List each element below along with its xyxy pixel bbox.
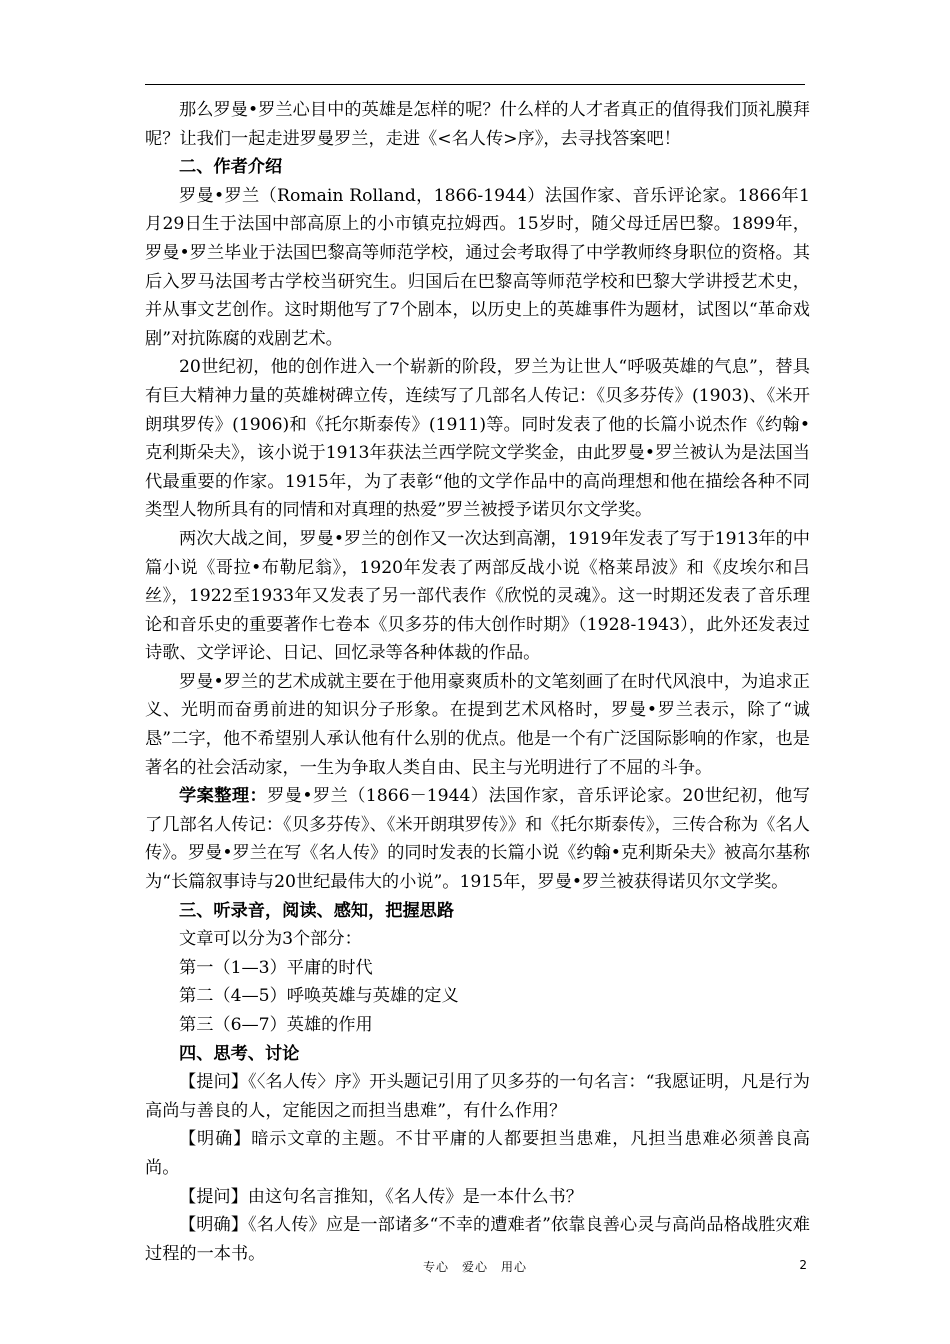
qa-answer-1: 【明确】暗示文章的主题。不甘平庸的人都要担当患难，凡担当患难必须善良高尚。 bbox=[145, 1129, 810, 1178]
qa-answer-2: 【明确】《名人传》应是一部诸多“不幸的遭难者”依靠良善心灵与高尚品格战胜灾难过程的一本书。 bbox=[145, 1215, 810, 1264]
author-paragraph-2: 20世纪初，他的创作进入一个崭新的阶段，罗兰为让世人“呼吸英雄的气息”，替具有巨大精神力量的英雄树碑立传，连续写了几部名人传记：《贝多芬传》(1903)、《米开朗琪罗传》(1906)和《托尔斯泰传》(1911)等。同时发表了他的长篇小说杰作《约翰•克利斯朵夫》，该小说于1913年获法兰西学院文学奖金，由此罗曼•罗兰被认为是法国当代最重要的作家。1915年，为了表彰“他的文学作品中的高尚理想和他在描绘各种不同类型人物所具有的同情和对真理的热爱”罗兰被授予诺贝尔文学奖。 bbox=[145, 357, 810, 521]
page-footer bbox=[0, 1258, 950, 1278]
footer-motto: 专心 爱心 用心 bbox=[422, 1260, 527, 1274]
author-paragraph-1: 罗曼•罗兰（Romain Rolland，1866-1944）法国作家、音乐评论家。1866年1月29日生于法国中部高原上的小市镇克拉姆西。15岁时，随父母迁居巴黎。1899年，罗曼•罗兰毕业于法国巴黎高等师范学校，通过会考取得了中学教师终身职位的资格。其后入罗马法国考古学校当研究生。归国后在巴黎高等师范学校和巴黎大学讲授艺术史，并从事文艺创作。这时期他写了7个剧本，以历史上的英雄事件为题材，试图以“革命戏剧”对抗陈腐的戏剧艺术。 bbox=[145, 185, 810, 349]
structure-line-0: 文章可以分为3个部分： bbox=[179, 929, 362, 950]
author-paragraph-4: 罗曼•罗兰的艺术成就主要在于他用豪爽质朴的文笔刻画了在时代风浪中，为追求正义、光明而奋勇前进的知识分子形象。在提到艺术风格时，罗曼•罗兰表示，除了“诚恳”二字，他不希望别人承认他有什么别的优点。他是一个有广泛国际影响的作家，也是著名的社会活动家，一生为争取人类自由、民主与光明进行了不屈的斗争。 bbox=[145, 671, 810, 778]
qa-question-2: 【提问】由这句名言推知，《名人传》是一本什么书？ bbox=[179, 1186, 583, 1207]
header-rule bbox=[145, 84, 805, 85]
structure-line-2: 第二（4—5）呼唤英雄与英雄的定义 bbox=[179, 986, 459, 1007]
intro-paragraph: 那么罗曼•罗兰心目中的英雄是怎样的呢？什么样的人才者真正的值得我们顶礼膜拜呢？让我们一起走进罗曼罗兰，走进《<名人传>序》，去寻找答案吧！ bbox=[145, 100, 810, 149]
section-heading-listen: 三、听录音，阅读、感知，把握思路 bbox=[179, 900, 455, 921]
author-paragraph-3: 两次大战之间，罗曼•罗兰的创作又一次达到高潮，1919年发表了写于1913年的中篇小说《哥拉•布勒尼翁》，1920年发表了两部反战小说《格莱昂波》和《皮埃尔和吕丝》，1922至1933年又发表了另一部代表作《欣悦的灵魂》。这一时期还发表了音乐理论和音乐史的重要著作七卷本《贝多芬的伟大创作时期》（1928-1943），此外还发表过诗歌、文学评论、日记、回忆录等各种体裁的作品。 bbox=[145, 528, 810, 664]
section-heading-author: 二、作者介绍 bbox=[179, 157, 283, 178]
summary-text: 罗曼•罗兰（1866－1944）法国作家，音乐评论家。20世纪初，他写了几部名人传记：《贝多芬传》、《米开朗琪罗传》》和《托尔斯泰传》，三传合称为《名人传》。罗曼•罗兰在写《名人传》的同时发表的长篇小说《约翰•克利斯朵夫》被高尔基称为“长篇叙事诗与20世纪最伟大的小说”。1915年，罗曼•罗兰被获得诺贝尔文学奖。 bbox=[145, 786, 810, 893]
structure-line-1: 第一（1—3）平庸的时代 bbox=[179, 957, 373, 978]
structure-line-3: 第三（6—7）英雄的作用 bbox=[179, 1015, 373, 1035]
summary-label: 学案整理： bbox=[179, 786, 268, 807]
section-heading-discuss: 四、思考、讨论 bbox=[179, 1043, 300, 1064]
qa-question-1: 【提问】《〈名人传〉序》开头题记引用了贝多芬的一句名言：“我愿证明，凡是行为高尚与善良的人，定能因之而担当患难”，有什么作用？ bbox=[145, 1072, 810, 1121]
summary-paragraph bbox=[145, 782, 810, 896]
page-number: 2 bbox=[799, 1258, 807, 1272]
document-body bbox=[145, 96, 810, 1268]
